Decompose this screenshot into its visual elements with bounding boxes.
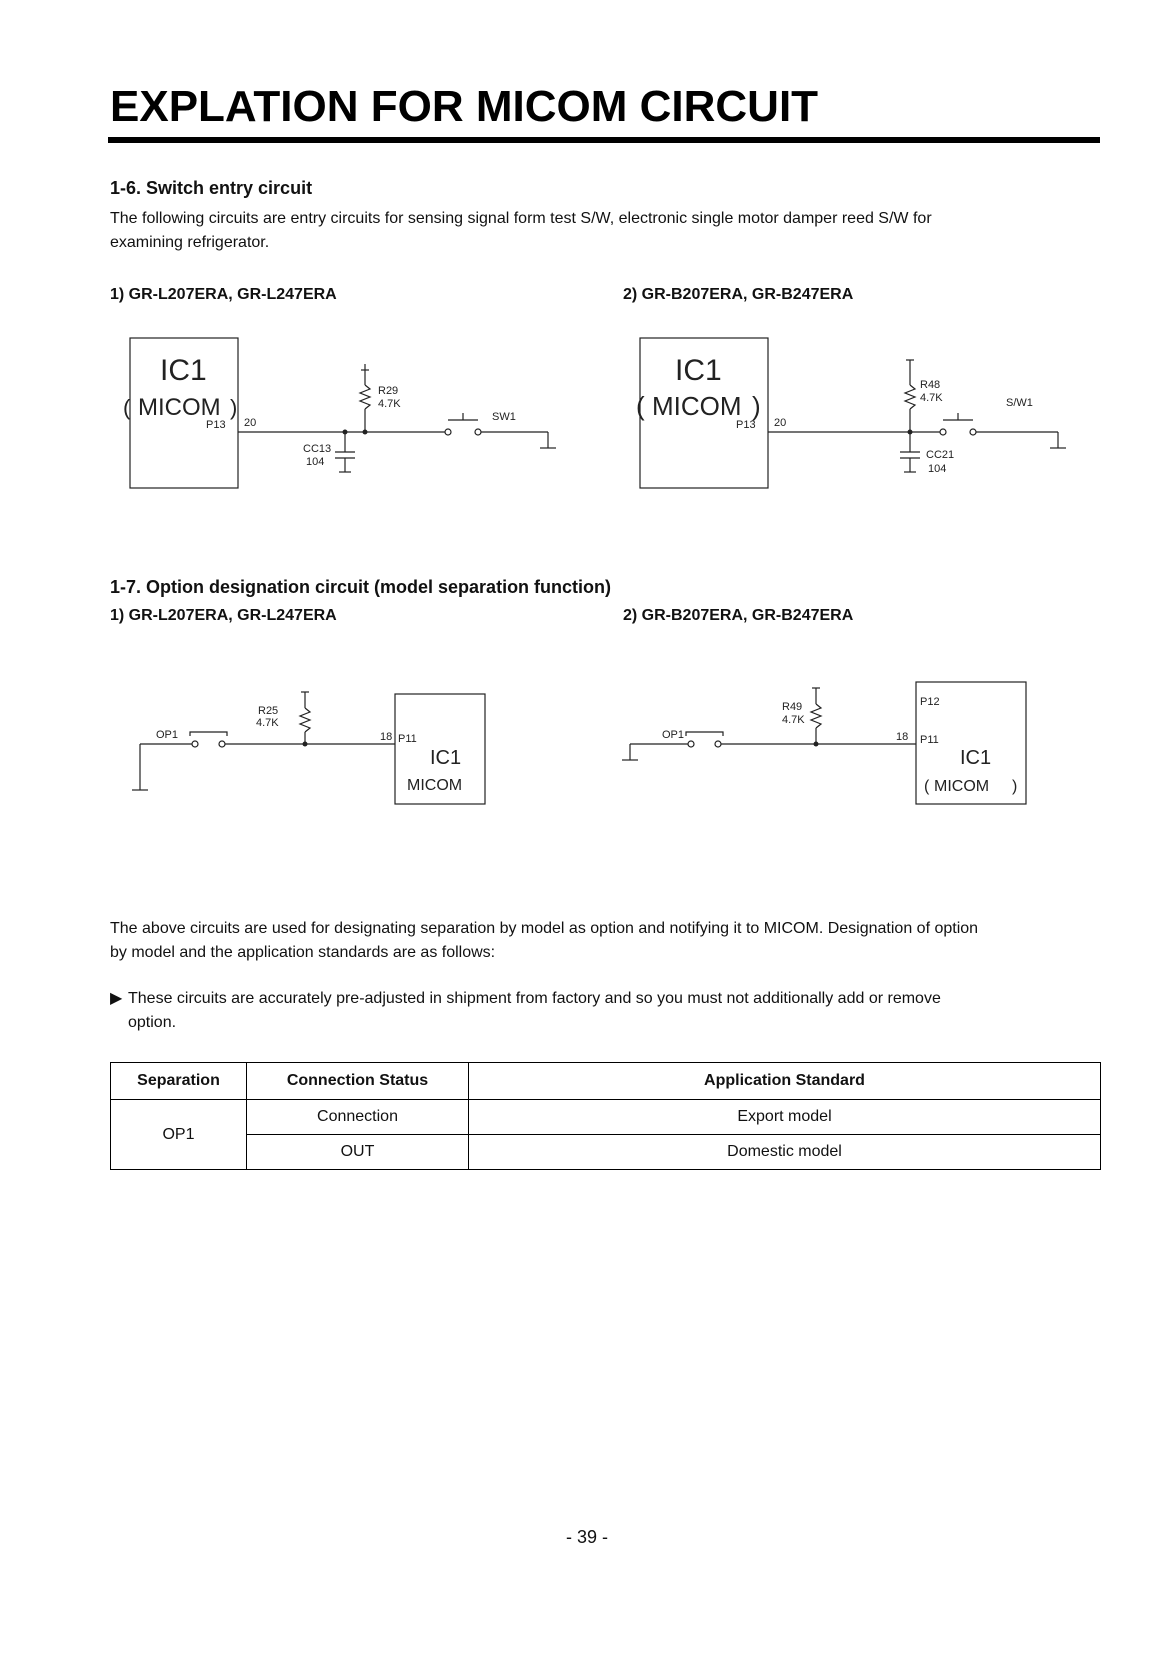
- option-label: OP1: [662, 729, 685, 741]
- note-line1: These circuits are accurately pre-adjusted in shipment from factory and so you must not additionally add or remove: [128, 990, 941, 1007]
- resistor-symbol: [811, 704, 821, 728]
- option-model-left: 1) GR-L207ERA, GR-L247ERA: [110, 607, 337, 624]
- port-label: P11: [920, 734, 939, 746]
- cap-label: CC13: [303, 443, 332, 455]
- resistor-symbol: [300, 708, 310, 732]
- port-label: P13: [206, 419, 226, 431]
- resistor-label: R25: [258, 705, 279, 717]
- table-row: [111, 1135, 1101, 1170]
- svg-text:(: (: [123, 395, 131, 420]
- resistor-symbol: [360, 385, 370, 409]
- table-cell-separation: OP1: [111, 1100, 247, 1170]
- resistor-symbol: [905, 385, 915, 409]
- port-label: P11: [398, 733, 417, 745]
- resistor-label: R49: [782, 701, 803, 713]
- table-cell-standard: Domestic model: [469, 1135, 1101, 1170]
- switch-model-left: 1) GR-L207ERA, GR-L247ERA: [110, 286, 337, 303]
- table-cell-standard: Export model: [469, 1100, 1101, 1135]
- option-table: [110, 1062, 1101, 1170]
- table-header-separation: Separation: [111, 1063, 247, 1100]
- option-description-line1: The above circuits are used for designating separation by model as option and notifying it to MICOM. Designation of option: [110, 920, 979, 937]
- table-cell-status: Connection: [247, 1100, 469, 1135]
- pin-label: 18: [896, 731, 909, 743]
- ic-label: IC1: [960, 747, 992, 769]
- table-header-connection-status: Connection Status: [247, 1063, 469, 1100]
- svg-text:): ): [752, 391, 761, 421]
- resistor-value: 4.7K: [256, 717, 279, 729]
- micom-label: MICOM: [138, 394, 221, 421]
- resistor-value: 4.7K: [782, 714, 805, 726]
- section-heading-option-designation: 1-7. Option designation circuit (model separation function): [110, 577, 612, 597]
- option-jumper-symbol: [190, 732, 227, 736]
- title-rule: [108, 137, 1100, 143]
- ic-label: IC1: [675, 354, 722, 387]
- svg-text:(: (: [924, 778, 930, 795]
- port2-label: P12: [920, 696, 940, 708]
- option-circuit-diagram-right: [620, 680, 1030, 815]
- switch-label: S/W1: [1006, 397, 1033, 409]
- switch-label: SW1: [492, 411, 516, 423]
- option-circuit-diagram-left: [130, 680, 500, 815]
- option-label: OP1: [156, 729, 179, 741]
- resistor-label: R29: [378, 385, 399, 397]
- cap-label: CC21: [926, 449, 955, 461]
- table-cell-status: OUT: [247, 1135, 469, 1170]
- page-number: - 39 -: [565, 1527, 608, 1547]
- switch-circuit-diagram-right: [630, 330, 1090, 500]
- resistor-value: 4.7K: [378, 398, 401, 410]
- resistor-value: 4.7K: [920, 392, 943, 404]
- section-heading-switch-entry: 1-6. Switch entry circuit: [110, 178, 313, 198]
- switch-entry-description-line1: The following circuits are entry circuits for sensing signal form test S/W, electronic single motor damper reed S/W for: [110, 210, 932, 227]
- table-row: [111, 1100, 1101, 1135]
- switch-circuit-diagram-left: [120, 330, 580, 500]
- pin-label: 20: [774, 417, 787, 429]
- option-model-right: 2) GR-B207ERA, GR-B247ERA: [623, 607, 854, 624]
- switch-model-right: 2) GR-B207ERA, GR-B247ERA: [623, 286, 854, 303]
- pin-label: 18: [380, 731, 393, 743]
- micom-label: MICOM: [652, 391, 742, 421]
- cap-value: 104: [306, 456, 325, 468]
- option-jumper-symbol: [686, 732, 723, 736]
- port-label: P13: [736, 419, 756, 431]
- table-header-row: [111, 1063, 1101, 1100]
- svg-text:): ): [1012, 778, 1018, 795]
- ic-label: IC1: [430, 747, 462, 769]
- note-bullet-icon: ▶: [110, 990, 123, 1007]
- cap-value: 104: [928, 463, 947, 475]
- micom-label: MICOM: [934, 778, 990, 795]
- ic-label: IC1: [160, 354, 207, 387]
- table-header-application-standard: Application Standard: [469, 1063, 1101, 1100]
- svg-text:(: (: [636, 391, 645, 421]
- switch-entry-description-line2: examining refrigerator.: [110, 234, 270, 251]
- svg-text:): ): [230, 395, 238, 420]
- pin-label: 20: [244, 417, 257, 429]
- micom-label: MICOM: [407, 777, 463, 794]
- option-description-line2: by model and the application standards are as follows:: [110, 944, 496, 961]
- resistor-label: R48: [920, 379, 941, 391]
- page-title: EXPLATION FOR MICOM CIRCUIT: [110, 82, 819, 131]
- note-line2: option.: [128, 1014, 177, 1031]
